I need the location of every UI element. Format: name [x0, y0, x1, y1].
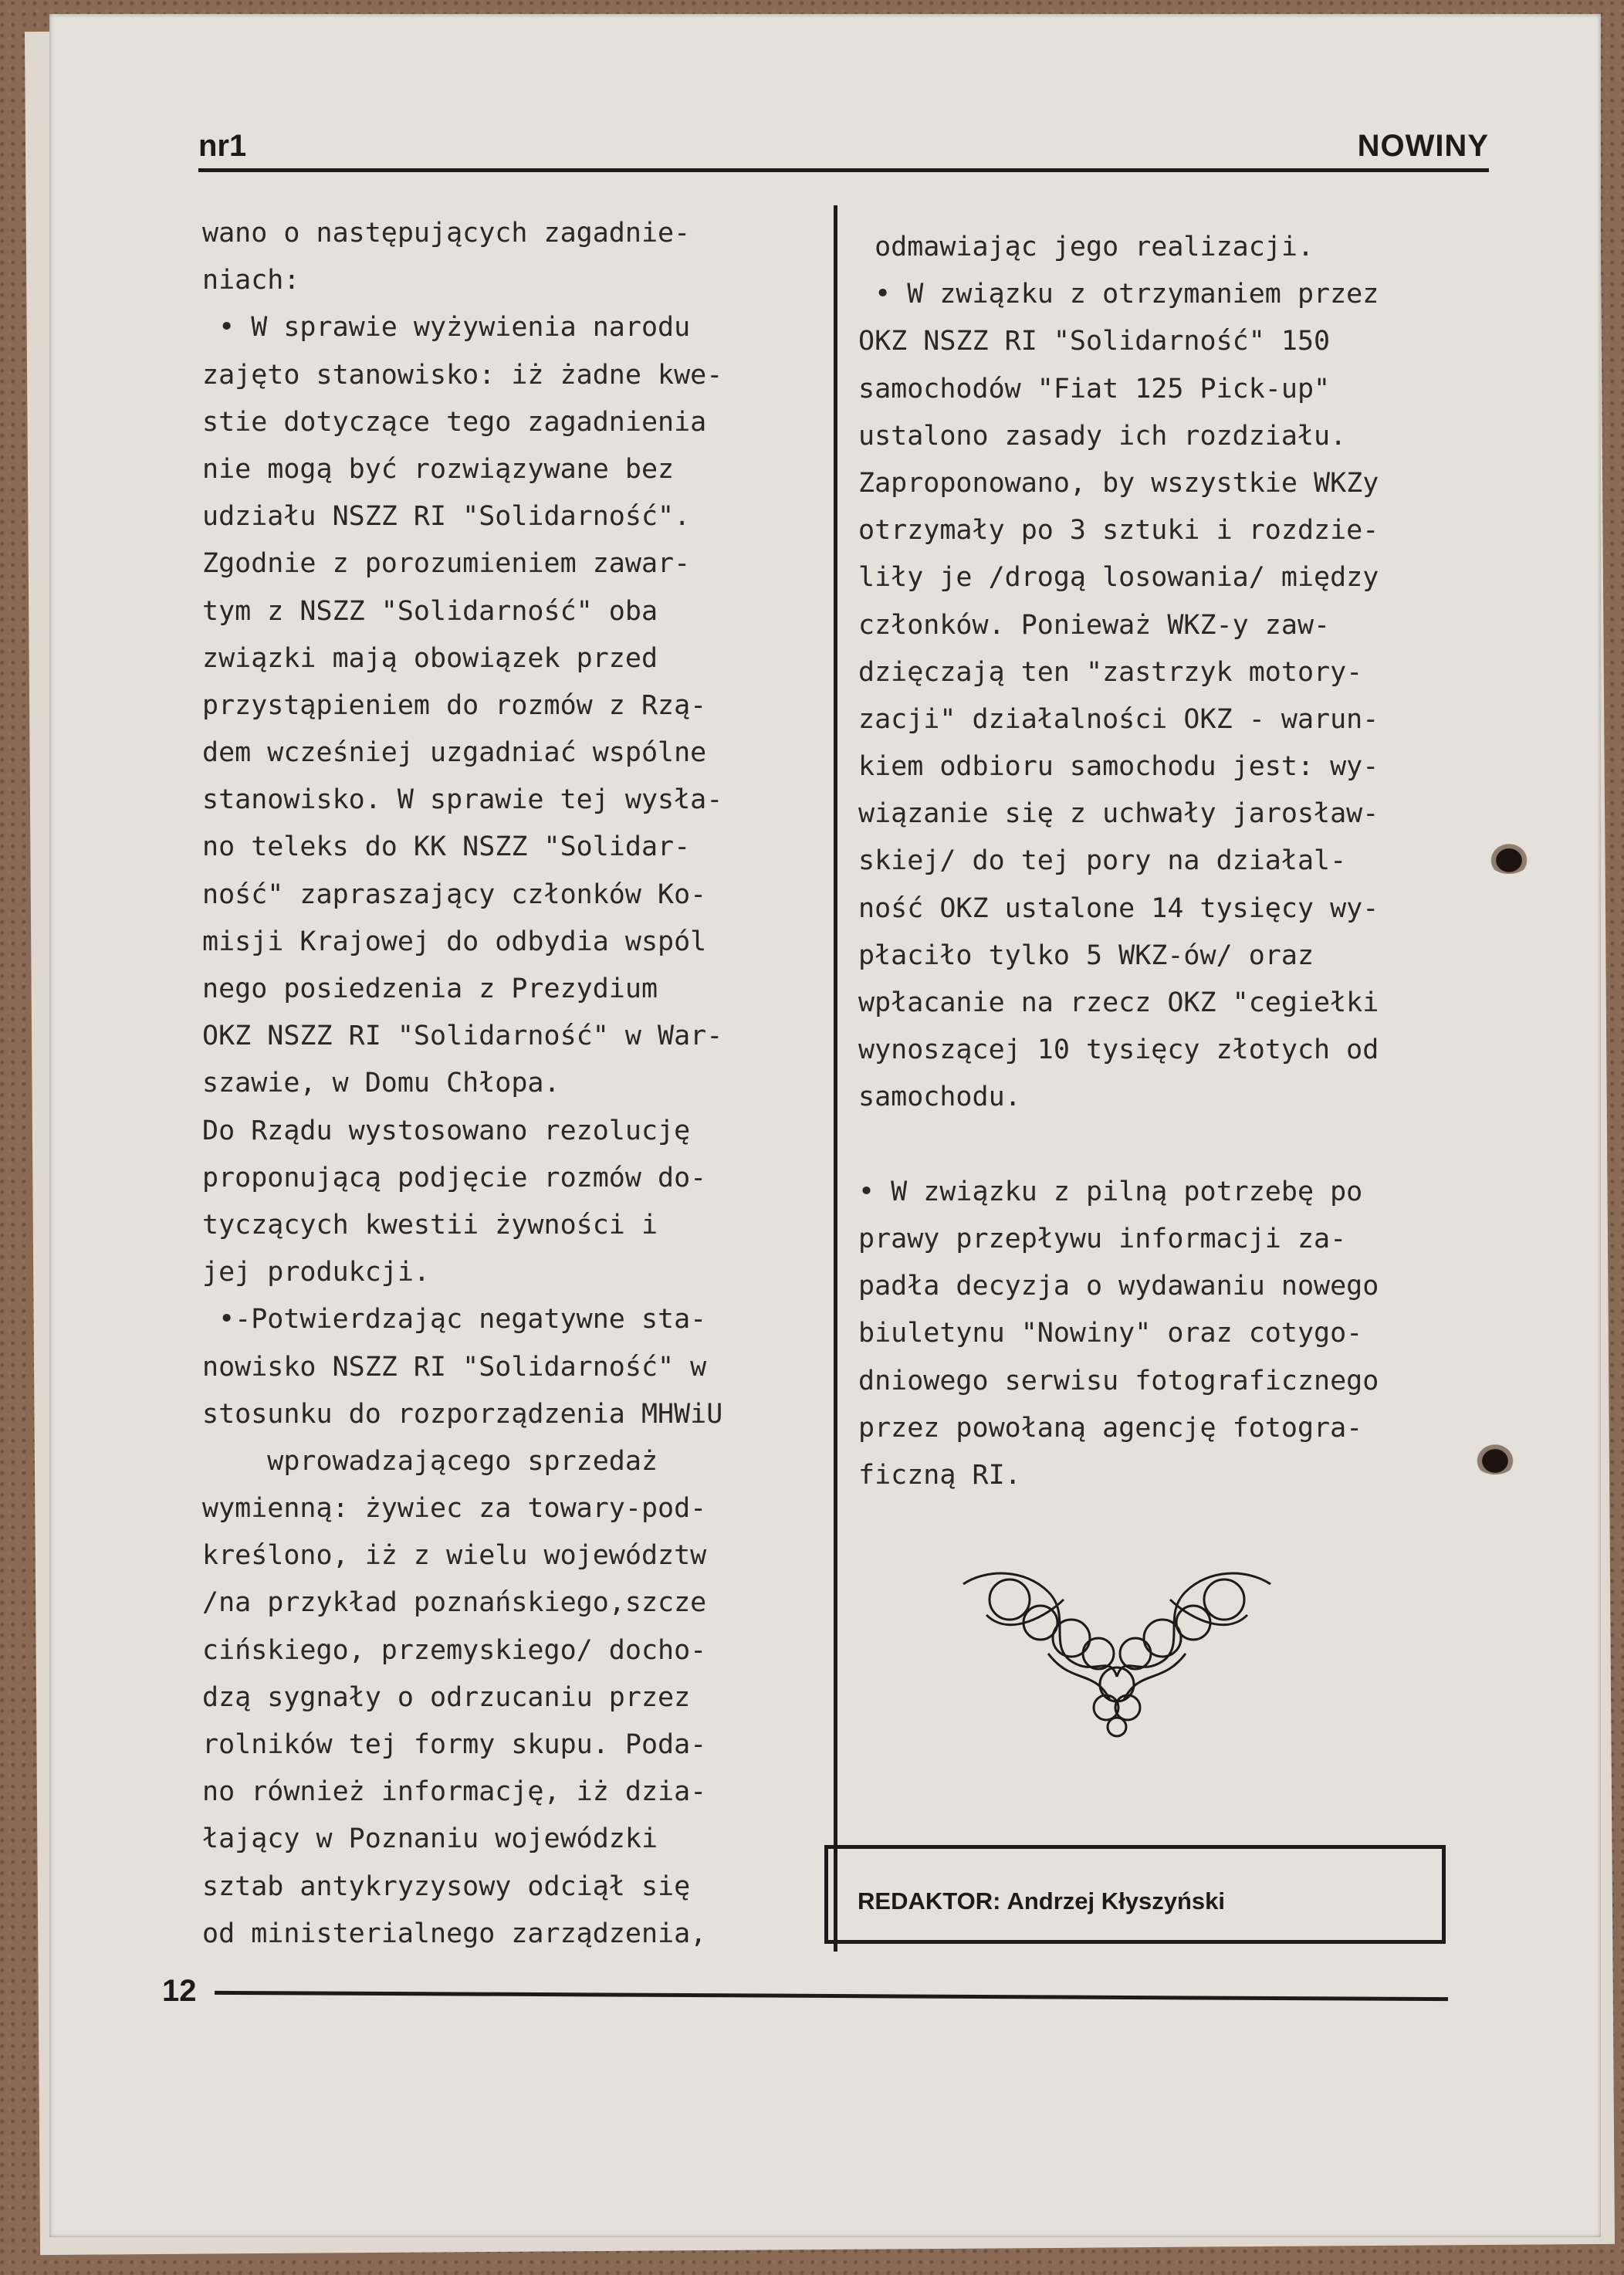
text-line: związki mają obowiązek przed [202, 642, 658, 674]
text-line: OKZ NSZZ RI "Solidarność" 150 [858, 326, 1331, 357]
left-column [202, 210, 722, 1958]
text-line: wymienną: żywiec za towary-pod- [202, 1493, 707, 1525]
text-line: przez powołaną agencję fotogra- [858, 1412, 1363, 1444]
column-divider [834, 205, 837, 1952]
text-line: rolników tej formy skupu. Poda- [202, 1729, 707, 1760]
text-line: tyczących kwestii żywności i [202, 1209, 658, 1241]
text-line: skiej/ do tej pory na działal- [858, 845, 1347, 877]
text-line: Zaproponowano, by wszystkie WKZy [858, 467, 1379, 499]
editor-name: Andrzej Kłyszyński [1007, 1887, 1225, 1914]
text-line: Do Rządu wystosowano rezolucję [202, 1115, 691, 1146]
text-line: liły je /drogą losowania/ między [858, 562, 1379, 594]
text-line: nowisko NSZZ RI "Solidarność" w [202, 1351, 707, 1383]
text-line: samochodów "Fiat 125 Pick-up" [858, 373, 1331, 405]
text-line: ność" zapraszający członków Ko- [202, 879, 707, 910]
text-line: proponującą podjęcie rozmów do- [202, 1162, 707, 1193]
text-line [858, 1122, 1379, 1169]
text-line: członków. Ponieważ WKZ-y zaw- [858, 609, 1331, 641]
text-line: stie dotyczące tego zagadnienia [202, 406, 707, 438]
text-line: samochodu. [858, 1082, 1021, 1113]
editor-box [824, 1845, 1446, 1944]
text-line: misji Krajowej do odbydia wspól [202, 926, 707, 957]
text-line: zacji" działalności OKZ - warun- [858, 703, 1379, 735]
text-line: płaciło tylko 5 WKZ-ów/ oraz [858, 939, 1314, 971]
text-line: wpłacanie na rzecz OKZ "cegiełki [858, 987, 1379, 1018]
text-line: prawy przepływu informacji za- [858, 1223, 1347, 1254]
text-line: stosunku do rozporządzenia MHWiU [202, 1398, 723, 1430]
text-line: łający w Poznaniu wojewódzki [202, 1823, 658, 1855]
text-line: otrzymały po 3 sztuki i rozdzie- [858, 515, 1379, 547]
editor-label: REDAKTOR: [858, 1887, 1001, 1914]
text-line: no również informację, iż dzia- [202, 1776, 707, 1808]
text-line: cińskiego, przemyskiego/ docho- [202, 1634, 707, 1666]
page-number: 12 [162, 1974, 197, 2008]
text-line: wano o następujących zagadnie- [202, 218, 691, 249]
text-line: sztab antykryzysowy odciął się [202, 1870, 691, 1902]
text-line: stanowisko. W sprawie tej wysła- [202, 784, 723, 816]
text-line: wprowadzającego sprzedaż [202, 1445, 658, 1477]
text-line: ficzną RI. [858, 1459, 1021, 1491]
text-line: szawie, w Domu Chłopa. [202, 1068, 560, 1099]
text-line: zajęto stanowisko: iż żadne kwe- [202, 359, 723, 391]
text-line: biuletynu "Nowiny" oraz cotygo- [858, 1318, 1363, 1349]
text-line: ność OKZ ustalone 14 tysięcy wy- [858, 892, 1379, 924]
text-line: dzięczają ten "zastrzyk motory- [858, 656, 1363, 688]
text-line: nie mogą być rozwiązywane bez [202, 453, 675, 485]
text-line: no teleks do KK NSZZ "Solidar- [202, 831, 691, 863]
text-line: tym z NSZZ "Solidarność" oba [202, 595, 658, 627]
text-line: OKZ NSZZ RI "Solidarność" w War- [202, 1021, 723, 1052]
text-line: • W związku z otrzymaniem przez [858, 279, 1379, 310]
text-line: wynoszącej 10 tysięcy złotych od [858, 1034, 1379, 1066]
text-line: /na przykład poznańskiego,szcze [202, 1587, 707, 1619]
text-line: niach: [202, 265, 300, 296]
text-line: • W sprawie wyżywienia narodu [202, 312, 691, 344]
text-line: Zgodnie z porozumieniem zawar- [202, 548, 691, 580]
text-line: dzą sygnały o odrzucaniu przez [202, 1681, 691, 1713]
text-line: nego posiedzenia z Prezydium [202, 973, 658, 1004]
punch-hole [1473, 1440, 1517, 1474]
text-line: kreślono, iż z wielu województw [202, 1540, 707, 1572]
text-line: jej produkcji. [202, 1257, 431, 1288]
text-line: wiązanie się z uchwały jarosław- [858, 798, 1379, 830]
text-line: dniowego serwisu fotograficznego [858, 1365, 1379, 1396]
text-line: dem wcześniej uzgadniać wspólne [202, 737, 707, 769]
text-line: •-Potwierdzając negatywne sta- [202, 1304, 707, 1336]
issue-number: nr1 [198, 129, 247, 163]
text-line: odmawiając jego realizacji. [858, 232, 1314, 262]
editor-credit [858, 1887, 1225, 1915]
text-line: padła decyzja o wydawaniu nowego [858, 1271, 1379, 1302]
text-line: kiem odbioru samochodu jest: wy- [858, 751, 1379, 783]
text-line: • W związku z pilną potrzebę po [858, 1176, 1363, 1207]
text-line: od ministerialnego zarządzenia, [202, 1918, 707, 1949]
text-line: przystąpieniem do rozmów z Rzą- [202, 689, 707, 721]
page-header [198, 122, 1489, 172]
decorative-ornament [956, 1569, 1278, 1740]
punch-hole [1487, 840, 1531, 874]
text-line: udziału NSZZ RI "Solidarność". [202, 501, 691, 533]
publication-title: NOWINY [1357, 129, 1489, 163]
text-line: ustalono zasady ich rozdziału. [858, 420, 1347, 452]
right-column [858, 224, 1379, 1499]
